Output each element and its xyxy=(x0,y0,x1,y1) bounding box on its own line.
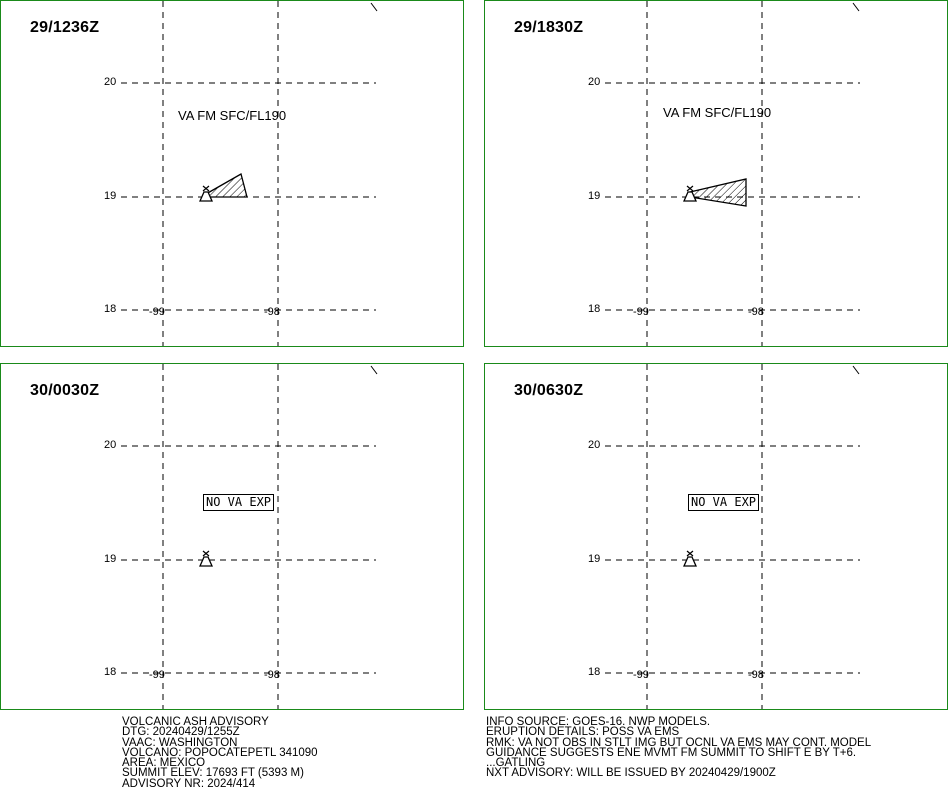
no-va-box: NO VA EXP xyxy=(688,494,759,511)
map-panel-4 xyxy=(484,363,948,710)
lon-label-98: -98 xyxy=(264,669,280,681)
lon-label-98: -98 xyxy=(748,669,764,681)
advisory-line: ...GATLING xyxy=(486,757,546,770)
lat-label-19: 19 xyxy=(104,190,117,202)
advisory-line: VOLCANO: POPOCATEPETL 341090 xyxy=(122,746,318,759)
lat-label-20: 20 xyxy=(104,439,117,451)
va-label: VA FM SFC/FL190 xyxy=(663,105,772,120)
ash-polygon xyxy=(690,179,746,206)
map-grid xyxy=(485,364,948,710)
advisory-left xyxy=(122,717,318,789)
lat-label-18: 18 xyxy=(588,666,601,678)
lat-label-20: 20 xyxy=(104,76,117,88)
lon-label-99: -99 xyxy=(149,306,165,318)
advisory-line: ADVISORY NR: 2024/414 xyxy=(122,777,256,790)
map-panel-3 xyxy=(0,363,464,710)
panel-time: 29/1830Z xyxy=(514,19,584,36)
va-label: VA FM SFC/FL190 xyxy=(178,108,287,123)
lon-label-99: -99 xyxy=(633,669,649,681)
advisory-line: GUIDANCE SUGGESTS ENE MVMT FM SUMMIT TO SHIFT E BY T+6. xyxy=(486,746,857,759)
advisory-line: ERUPTION DETAILS: POSS VA EMS xyxy=(486,726,680,739)
advisory-line: VAAC: WASHINGTON xyxy=(122,736,238,749)
lat-label-18: 18 xyxy=(104,303,117,315)
map-panel-2 xyxy=(484,0,948,347)
ash-polygon xyxy=(206,174,247,197)
lat-label-18: 18 xyxy=(588,303,601,315)
volcano-icon xyxy=(200,551,212,566)
advisory-line: NXT ADVISORY: WILL BE ISSUED BY 20240429/1900Z xyxy=(486,767,776,780)
lon-label-98: -98 xyxy=(748,306,764,318)
map-grid xyxy=(1,1,464,347)
map-panel-1 xyxy=(0,0,464,347)
lon-label-99: -99 xyxy=(149,669,165,681)
lat-label-18: 18 xyxy=(104,666,117,678)
advisory-line: RMK: VA NOT OBS IN STLT IMG BUT OCNL VA EMS MAY CONT. MODEL xyxy=(486,736,872,749)
advisory-line: VOLCANIC ASH ADVISORY xyxy=(122,716,269,728)
lon-label-98: -98 xyxy=(264,306,280,318)
no-va-box: NO VA EXP xyxy=(203,494,274,511)
panel-time: 29/1236Z xyxy=(30,19,100,36)
advisory-line: AREA: MEXICO xyxy=(122,757,206,770)
panel-time: 30/0030Z xyxy=(30,382,100,399)
map-grid xyxy=(485,1,948,347)
advisory-line: DTG: 20240429/1255Z xyxy=(122,726,240,739)
lat-label-19: 19 xyxy=(104,553,117,565)
lat-label-20: 20 xyxy=(588,439,601,451)
volcano-icon xyxy=(684,551,696,566)
advisory-line: INFO SOURCE: GOES-16. NWP MODELS. xyxy=(486,716,711,728)
lat-label-19: 19 xyxy=(588,553,601,565)
panel-time: 30/0630Z xyxy=(514,382,584,399)
map-grid xyxy=(1,364,464,710)
lon-label-99: -99 xyxy=(633,306,649,318)
advisory-line: SUMMIT ELEV: 17693 FT (5393 M) xyxy=(122,767,304,780)
lat-label-19: 19 xyxy=(588,190,601,202)
lat-label-20: 20 xyxy=(588,76,601,88)
advisory-right xyxy=(486,717,871,779)
